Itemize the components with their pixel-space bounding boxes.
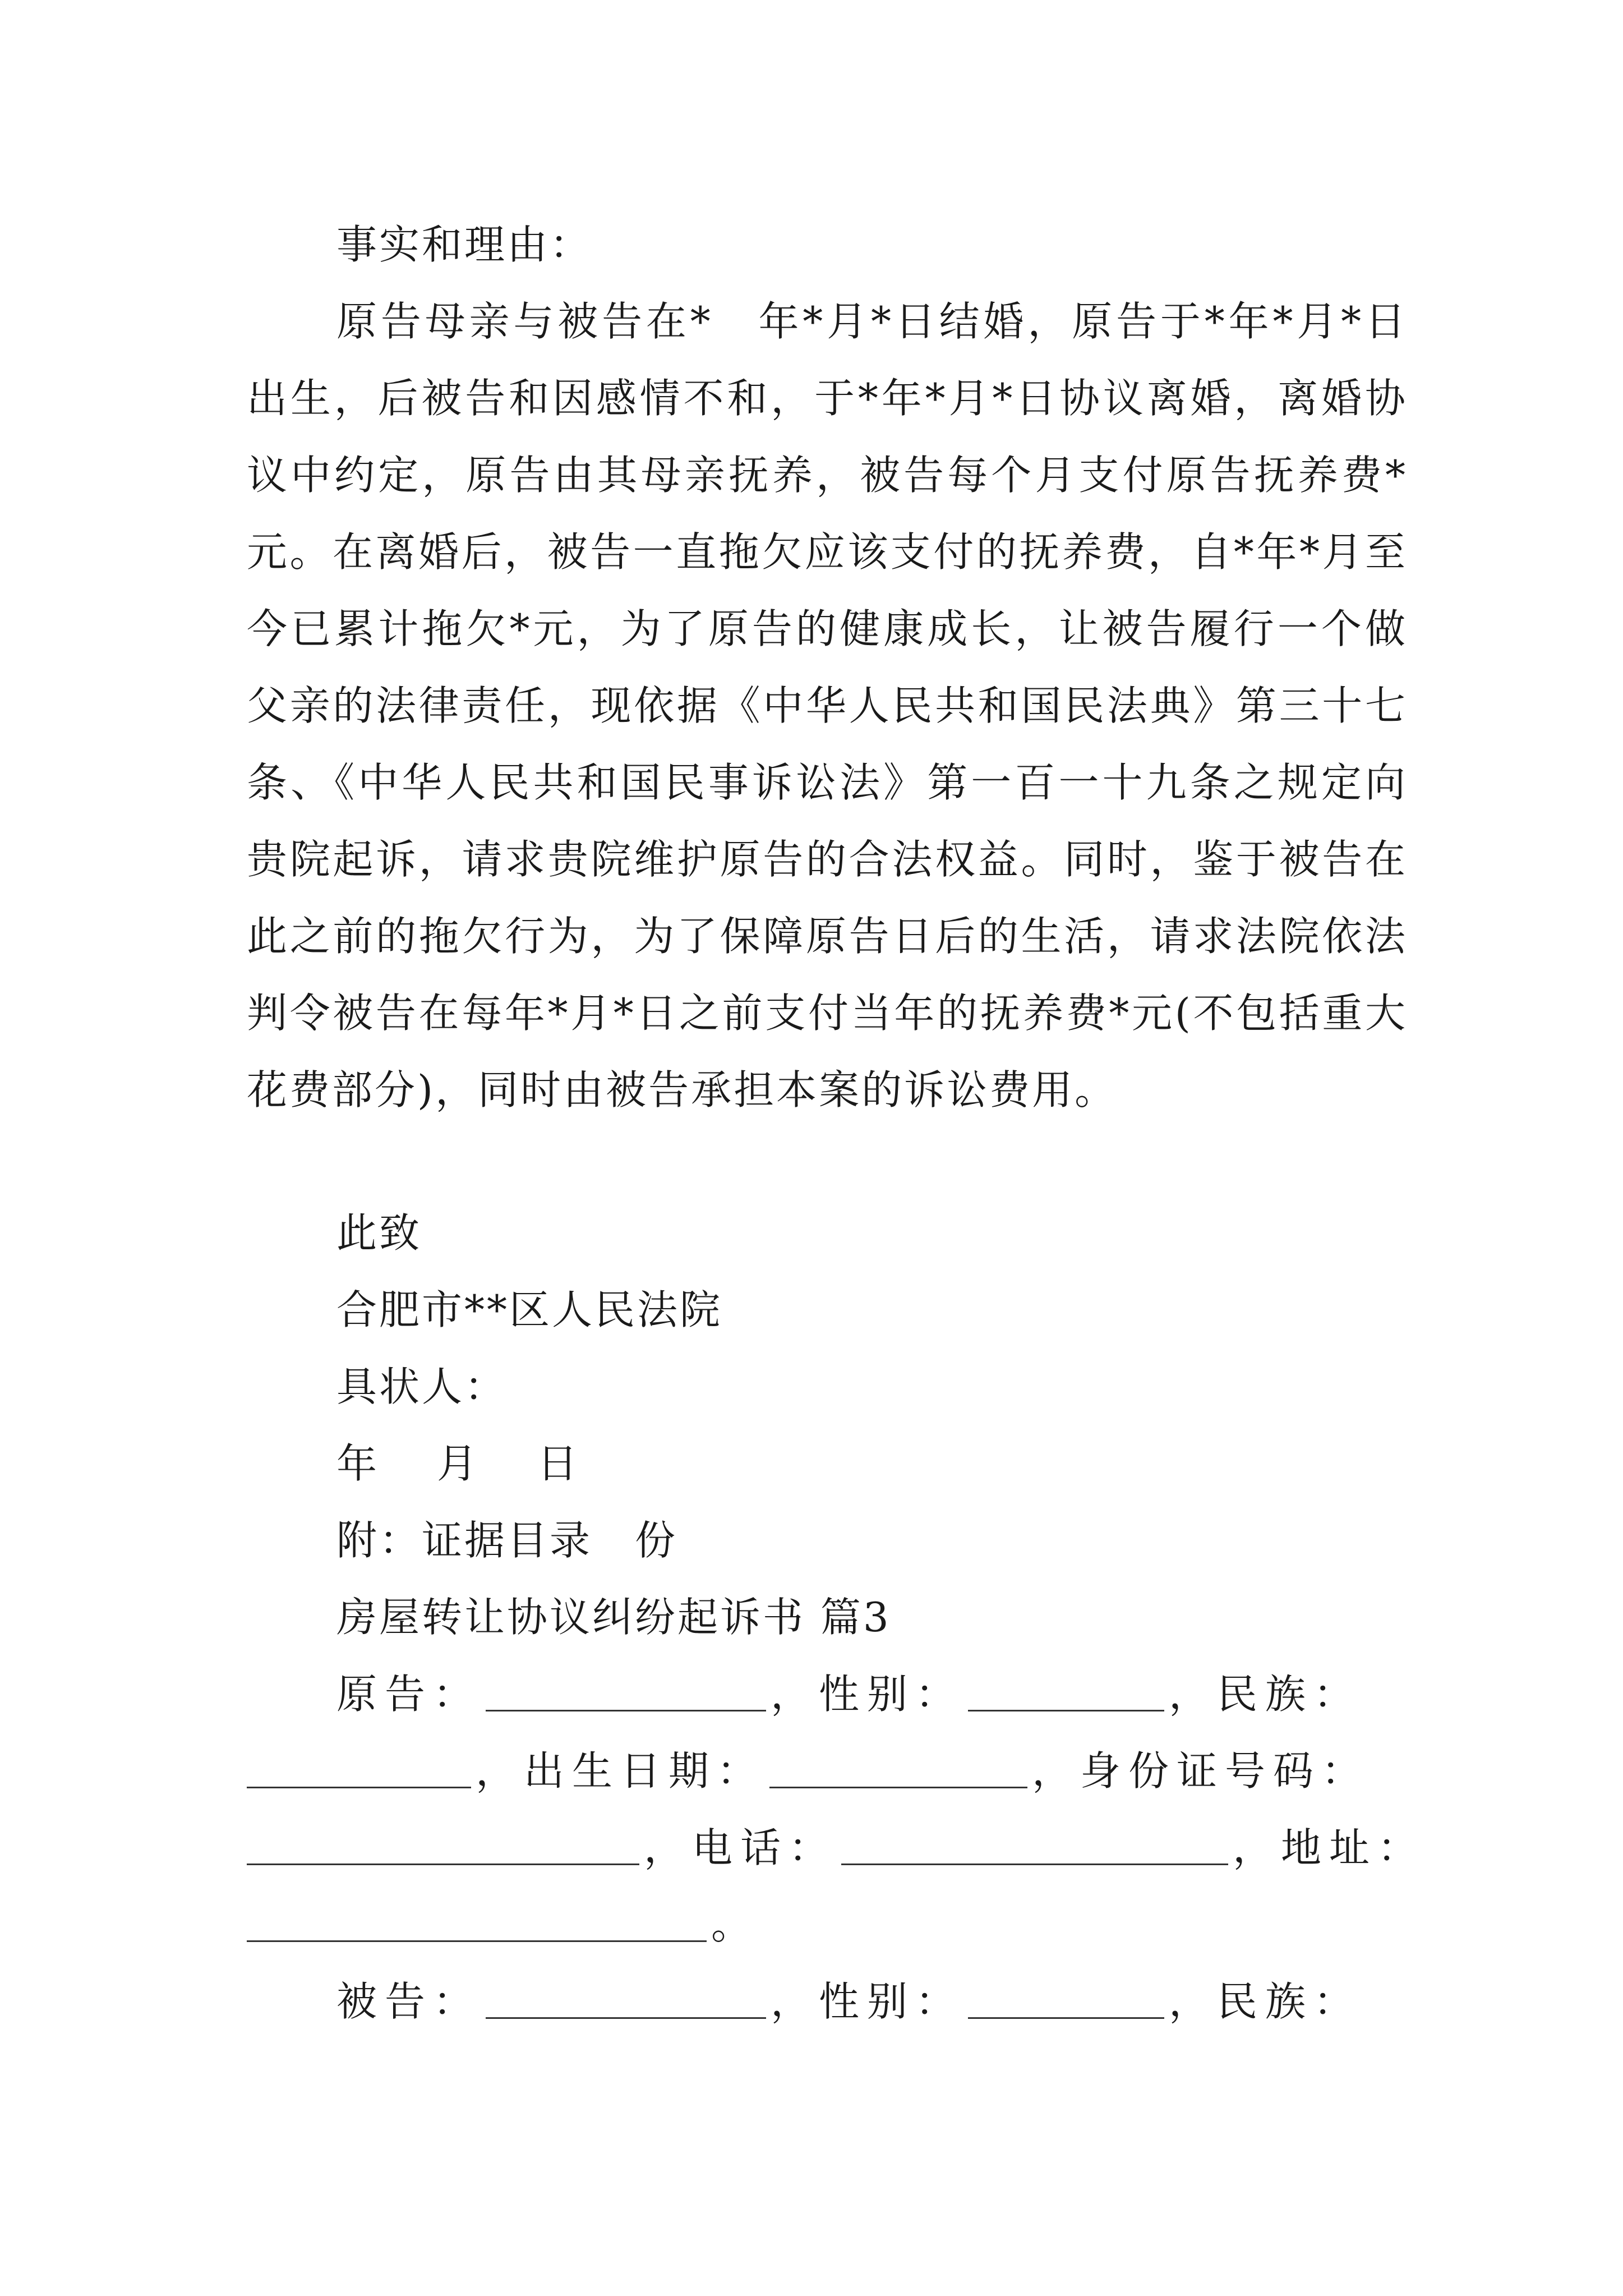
plaintiff-row-2 xyxy=(247,1733,1408,1810)
plaintiff-ethnicity-field[interactable] xyxy=(247,1746,471,1788)
court-name: 合肥市**区人民法院 xyxy=(336,1286,723,1333)
plaintiff-name-field[interactable] xyxy=(486,1669,766,1711)
defendant-name-field[interactable] xyxy=(486,1977,766,2019)
plaintiff-id-label: ，身份证号码： xyxy=(1032,1747,1370,1795)
plaintiff-address-field[interactable] xyxy=(247,1900,707,1942)
defendant-row-1 xyxy=(336,1963,1408,2040)
plaintiff-phone-label: ，电话： xyxy=(644,1824,837,1871)
plaintiff-dob-field[interactable] xyxy=(769,1746,1027,1788)
attachment-line: 附：证据目录 份 xyxy=(336,1517,678,1564)
date-line: 年 月 日 xyxy=(336,1440,580,1487)
plaintiff-gender-field[interactable] xyxy=(968,1669,1164,1711)
defendant-gender-field[interactable] xyxy=(968,1977,1164,2019)
plaintiff-dob-label: ，出生日期： xyxy=(476,1747,766,1795)
salutation: 此致 xyxy=(336,1209,422,1257)
plaintiff-row-4 xyxy=(247,1887,1408,1963)
plaintiff-id-field[interactable] xyxy=(247,1823,639,1865)
plaintiff-gender-label: ，性别： xyxy=(771,1671,964,1718)
plaintiff-row-1 xyxy=(336,1656,1408,1733)
plaintiff-label: 原告： xyxy=(336,1671,482,1718)
plaintiff-address-label: ，地址： xyxy=(1233,1824,1426,1871)
defendant-gender-label: ，性别： xyxy=(771,1978,964,2025)
plaintiff-phone-field[interactable] xyxy=(841,1823,1228,1865)
facts-body: 原告母亲与被告在* 年*月*日结婚，原告于*年*月*日出生，后被告和因感情不和，于*年*月*日协议离婚，离婚协议中约定，原告由其母亲抚养，被告每个月支付原告抚养费*元。在离婚后，被告一直拖欠应该支付的抚养费，自*年*月至今已累计拖欠*元，为了原告的健康成长，让被告履行一个做父亲的法律责任，现依据《中华人民共和国民法典》第三十七条、《中华人民共和国民事诉讼法》第一百一十九条之规定向贵院起诉，请求贵院维护原告的合法权益。同时，鉴于被告在此之前的拖欠行为，为了保障原告日后的生活，请求法院依法判令被告在每年*月*日之前支付当年的抚养费*元(不包括重大花费部分)，同时由被告承担本案的诉讼费用。 xyxy=(247,298,1408,1114)
section-title: 房屋转让协议纠纷起诉书 篇3 xyxy=(336,1594,891,1641)
plaintiff-ethnicity-label: ，民族： xyxy=(1169,1671,1362,1718)
defendant-label: 被告： xyxy=(336,1978,482,2025)
facts-heading: 事实和理由： xyxy=(336,221,593,268)
plaintiff-row-3 xyxy=(247,1810,1426,1887)
defendant-ethnicity-label: ，民族： xyxy=(1169,1978,1362,2025)
plaintiff-end-mark: 。 xyxy=(711,1901,760,1948)
signer-label: 具状人： xyxy=(336,1363,508,1410)
